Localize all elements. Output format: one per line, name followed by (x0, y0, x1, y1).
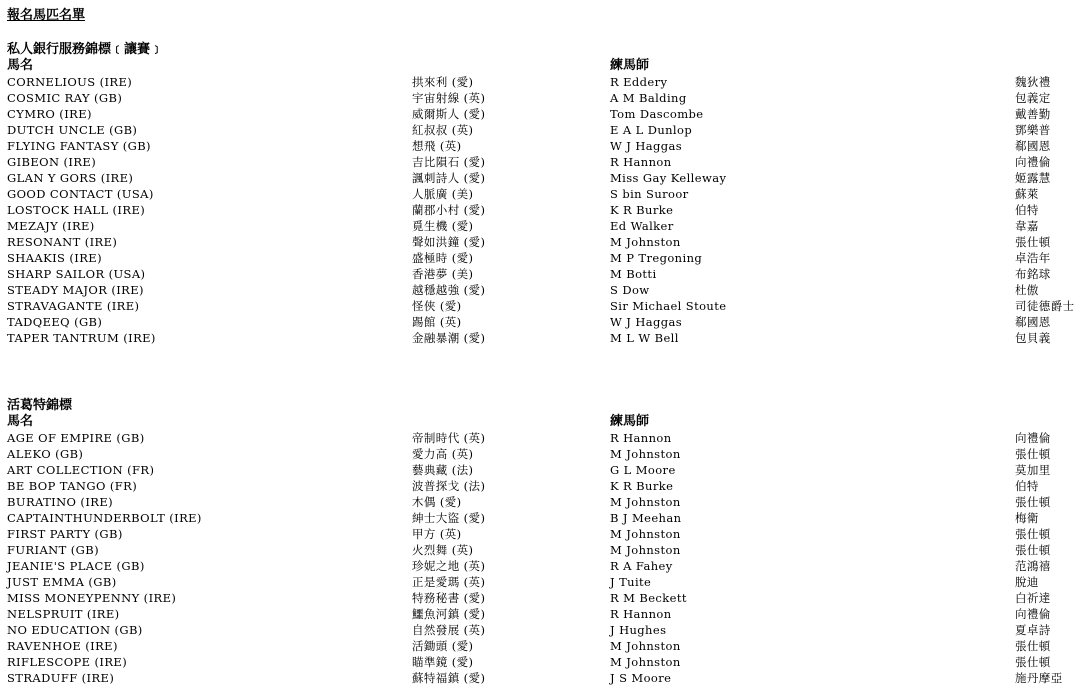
trainer-chinese-name: 向禮倫 (1015, 431, 1051, 445)
trainer-name: Miss Gay Kelleway (610, 171, 727, 185)
horse-chinese-name: 諷刺詩人 (愛) (412, 171, 486, 185)
horse-name: STEADY MAJOR (IRE) (7, 283, 144, 297)
horse-chinese-name: 自然發展 (英) (412, 623, 486, 637)
horse-name: BE BOP TANGO (FR) (7, 479, 138, 493)
trainer-chinese-name: 姬露慧 (1015, 171, 1051, 185)
column-header-row (7, 414, 1078, 430)
trainer-name: M Johnston (610, 639, 681, 653)
trainer-name: M Botti (610, 267, 657, 281)
trainer-name: R Hannon (610, 431, 672, 445)
entry-row (7, 106, 1078, 122)
entry-row (7, 218, 1078, 234)
horse-name: STRADUFF (IRE) (7, 671, 115, 685)
entry-row (7, 494, 1078, 510)
horse-name: TADQEEQ (GB) (7, 315, 103, 329)
entries-page (7, 8, 1078, 686)
horse-column-header: 馬名 (7, 58, 34, 73)
trainer-chinese-name: 韋嘉 (1015, 219, 1039, 233)
horse-name: GOOD CONTACT (USA) (7, 187, 154, 201)
horse-name: FLYING FANTASY (GB) (7, 139, 151, 153)
trainer-name: B J Meehan (610, 511, 682, 525)
race-title: 私人銀行服務錦標﹝讓賽﹞ (7, 42, 164, 57)
trainer-name: M L W Bell (610, 331, 679, 345)
horse-name: TAPER TANTRUM (IRE) (7, 331, 156, 345)
trainer-chinese-name: 布銘球 (1015, 267, 1051, 281)
entry-row (7, 542, 1078, 558)
trainer-chinese-name: 張仕頓 (1015, 527, 1051, 541)
trainer-name: G L Moore (610, 463, 676, 477)
trainer-chinese-name: 郗國恩 (1015, 315, 1051, 329)
entry-row (7, 90, 1078, 106)
trainer-chinese-name: 鄧樂普 (1015, 123, 1051, 137)
horse-name: FURIANT (GB) (7, 543, 99, 557)
trainer-chinese-name: 白祈達 (1015, 591, 1051, 605)
trainer-chinese-name: 伯特 (1015, 479, 1039, 493)
trainer-chinese-name: 蘇萊 (1015, 187, 1039, 201)
horse-chinese-name: 波普探戈 (法) (412, 479, 486, 493)
horse-chinese-name: 想飛 (英) (412, 139, 462, 153)
race-title: 活葛特錦標 (7, 398, 73, 413)
horse-name: RESONANT (IRE) (7, 235, 118, 249)
trainer-column-header: 練馬師 (610, 414, 650, 429)
trainer-name: M P Tregoning (610, 251, 703, 265)
trainer-name: S bin Suroor (610, 187, 689, 201)
horse-chinese-name: 甲方 (英) (412, 527, 462, 541)
trainer-chinese-name: 司徒德爵士 (1015, 299, 1075, 313)
horse-chinese-name: 盛極時 (愛) (412, 251, 474, 265)
trainer-name: R Hannon (610, 155, 672, 169)
horse-name: ART COLLECTION (FR) (7, 463, 155, 477)
trainer-name: W J Haggas (610, 315, 683, 329)
trainer-chinese-name: 包義定 (1015, 91, 1051, 105)
horse-name: ALEKO (GB) (7, 447, 84, 461)
horse-chinese-name: 火烈舞 (英) (412, 543, 474, 557)
trainer-chinese-name: 脫迪 (1015, 575, 1039, 589)
trainer-name: M Johnston (610, 447, 681, 461)
trainer-chinese-name: 張仕頓 (1015, 655, 1051, 669)
trainer-name: J S Moore (610, 671, 672, 685)
entry-row (7, 510, 1078, 526)
trainer-chinese-name: 張仕頓 (1015, 495, 1051, 509)
horse-chinese-name: 踢館 (英) (412, 315, 462, 329)
entry-row (7, 638, 1078, 654)
trainer-chinese-name: 包貝義 (1015, 331, 1051, 345)
trainer-chinese-name: 魏狄禮 (1015, 75, 1051, 89)
trainer-chinese-name: 張仕頓 (1015, 447, 1051, 461)
entry-row (7, 478, 1078, 494)
trainer-chinese-name: 張仕頓 (1015, 235, 1051, 249)
entry-list (7, 74, 1078, 346)
trainer-name: K R Burke (610, 479, 674, 493)
horse-name: RIFLESCOPE (IRE) (7, 655, 128, 669)
horse-chinese-name: 蘇特福鎮 (愛) (412, 671, 486, 685)
horse-chinese-name: 金融暴潮 (愛) (412, 331, 486, 345)
trainer-chinese-name: 杜傲 (1015, 283, 1039, 297)
entry-row (7, 314, 1078, 330)
horse-chinese-name: 紳士大盜 (愛) (412, 511, 486, 525)
trainer-name: E A L Dunlop (610, 123, 693, 137)
trainer-name: Tom Dascombe (610, 107, 704, 121)
trainer-chinese-name: 郗國恩 (1015, 139, 1051, 153)
horse-chinese-name: 藝典藏 (法) (412, 463, 474, 477)
horse-name: GLAN Y GORS (IRE) (7, 171, 134, 185)
entry-list (7, 430, 1078, 686)
horse-chinese-name: 活鋤頭 (愛) (412, 639, 474, 653)
trainer-name: Sir Michael Stoute (610, 299, 727, 313)
horse-chinese-name: 威爾斯人 (愛) (412, 107, 486, 121)
entry-row (7, 526, 1078, 542)
trainer-name: M Johnston (610, 527, 681, 541)
horse-chinese-name: 覓生機 (愛) (412, 219, 474, 233)
entry-row (7, 558, 1078, 574)
horse-name: NO EDUCATION (GB) (7, 623, 143, 637)
trainer-chinese-name: 范鴻禧 (1015, 559, 1051, 573)
trainer-name: R A Fahey (610, 559, 673, 573)
trainer-name: K R Burke (610, 203, 674, 217)
trainer-name: M Johnston (610, 495, 681, 509)
trainer-name: R M Beckett (610, 591, 687, 605)
horse-chinese-name: 正是愛瑪 (英) (412, 575, 486, 589)
trainer-chinese-name: 張仕頓 (1015, 639, 1051, 653)
horse-chinese-name: 怪俠 (愛) (412, 299, 462, 313)
trainer-chinese-name: 卓浩年 (1015, 251, 1051, 265)
trainer-name: W J Haggas (610, 139, 683, 153)
trainer-name: J Hughes (610, 623, 667, 637)
entry-row (7, 298, 1078, 314)
horse-chinese-name: 鱷魚河鎮 (愛) (412, 607, 486, 621)
race-section (7, 398, 1078, 686)
entry-row (7, 138, 1078, 154)
trainer-name: A M Balding (610, 91, 687, 105)
entry-row (7, 170, 1078, 186)
horse-name: RAVENHOE (IRE) (7, 639, 118, 653)
entry-row (7, 74, 1078, 90)
entry-row (7, 122, 1078, 138)
horse-name: SHARP SAILOR (USA) (7, 267, 146, 281)
entry-row (7, 234, 1078, 250)
entry-row (7, 622, 1078, 638)
horse-chinese-name: 愛力高 (英) (412, 447, 474, 461)
trainer-column-header: 練馬師 (610, 58, 650, 73)
horse-chinese-name: 聲如洪鐘 (愛) (412, 235, 486, 249)
entry-row (7, 606, 1078, 622)
horse-chinese-name: 香港夢 (美) (412, 267, 474, 281)
horse-name: JEANIE'S PLACE (GB) (7, 559, 145, 573)
horse-name: GIBEON (IRE) (7, 155, 97, 169)
entry-row (7, 670, 1078, 686)
entry-row (7, 590, 1078, 606)
entry-row (7, 282, 1078, 298)
entry-row (7, 266, 1078, 282)
entry-row (7, 250, 1078, 266)
horse-name: MEZAJY (IRE) (7, 219, 95, 233)
horse-chinese-name: 珍妮之地 (英) (412, 559, 486, 573)
entry-row (7, 330, 1078, 346)
horse-chinese-name: 拱來利 (愛) (412, 75, 474, 89)
trainer-name: J Tuite (610, 575, 652, 589)
trainer-chinese-name: 伯特 (1015, 203, 1039, 217)
horse-chinese-name: 宇宙射線 (英) (412, 91, 486, 105)
horse-name: AGE OF EMPIRE (GB) (7, 431, 145, 445)
trainer-chinese-name: 戴善勤 (1015, 107, 1051, 121)
page-title: 報名馬匹名單 (7, 8, 86, 23)
horse-column-header: 馬名 (7, 414, 34, 429)
horse-chinese-name: 木偶 (愛) (412, 495, 462, 509)
trainer-name: M Johnston (610, 235, 681, 249)
horse-name: MISS MONEYPENNY (IRE) (7, 591, 177, 605)
trainer-chinese-name: 夏卓詩 (1015, 623, 1051, 637)
horse-name: FIRST PARTY (GB) (7, 527, 123, 541)
trainer-name: M Johnston (610, 655, 681, 669)
trainer-name: M Johnston (610, 543, 681, 557)
entry-row (7, 446, 1078, 462)
horse-chinese-name: 帝制時代 (英) (412, 431, 486, 445)
trainer-chinese-name: 向禮倫 (1015, 155, 1051, 169)
horse-chinese-name: 蘭郡小村 (愛) (412, 203, 486, 217)
horse-name: CAPTAINTHUNDERBOLT (IRE) (7, 511, 202, 525)
horse-chinese-name: 人脈廣 (美) (412, 187, 474, 201)
horse-name: LOSTOCK HALL (IRE) (7, 203, 146, 217)
entry-row (7, 574, 1078, 590)
entry-row (7, 154, 1078, 170)
trainer-chinese-name: 莫加里 (1015, 463, 1051, 477)
horse-chinese-name: 特務秘書 (愛) (412, 591, 486, 605)
entry-row (7, 462, 1078, 478)
horse-name: DUTCH UNCLE (GB) (7, 123, 138, 137)
race-section (7, 42, 1078, 346)
horse-name: BURATINO (IRE) (7, 495, 114, 509)
horse-chinese-name: 吉比隕石 (愛) (412, 155, 486, 169)
trainer-name: S Dow (610, 283, 650, 297)
trainer-name: R Hannon (610, 607, 672, 621)
horse-name: JUST EMMA (GB) (7, 575, 117, 589)
horse-name: CYMRO (IRE) (7, 107, 92, 121)
trainer-chinese-name: 施丹摩亞 (1015, 671, 1063, 685)
horse-chinese-name: 越穩越強 (愛) (412, 283, 486, 297)
trainer-name: R Eddery (610, 75, 668, 89)
entry-row (7, 654, 1078, 670)
entry-row (7, 202, 1078, 218)
trainer-chinese-name: 梅衛 (1015, 511, 1039, 525)
column-header-row (7, 58, 1078, 74)
trainer-name: Ed Walker (610, 219, 674, 233)
trainer-chinese-name: 向禮倫 (1015, 607, 1051, 621)
horse-name: NELSPRUIT (IRE) (7, 607, 120, 621)
entry-row (7, 186, 1078, 202)
horse-name: SHAAKIS (IRE) (7, 251, 102, 265)
horse-chinese-name: 瞄準鏡 (愛) (412, 655, 474, 669)
horse-name: CORNELIOUS (IRE) (7, 75, 133, 89)
horse-name: COSMIC RAY (GB) (7, 91, 123, 105)
horse-chinese-name: 紅叔叔 (英) (412, 123, 474, 137)
horse-name: STRAVAGANTE (IRE) (7, 299, 140, 313)
trainer-chinese-name: 張仕頓 (1015, 543, 1051, 557)
entry-row (7, 430, 1078, 446)
